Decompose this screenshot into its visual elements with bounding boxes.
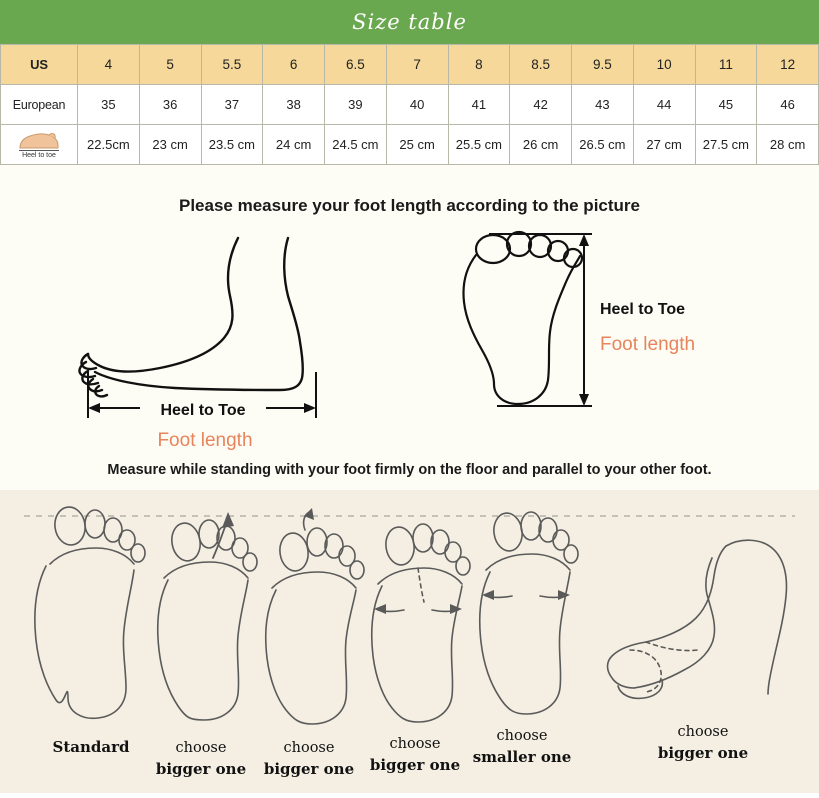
- caption-0-line1: Standard: [52, 738, 130, 756]
- cell-us-9: 10: [633, 45, 695, 85]
- table-row-us: [1, 45, 819, 85]
- cell-cm-2: 23.5 cm: [201, 125, 263, 165]
- size-table-title: Size table: [0, 0, 819, 44]
- cell-us-2: 5.5: [201, 45, 263, 85]
- cell-us-11: 12: [757, 45, 819, 85]
- caption-2-line1: choose: [283, 740, 335, 756]
- caption-3-line1: choose: [389, 736, 441, 752]
- foot-illustration-side-6: [608, 540, 787, 698]
- side-view-heel-to-toe-label: Heel to Toe: [160, 402, 246, 419]
- cell-cm-9: 27 cm: [633, 125, 695, 165]
- row-label-us: US: [1, 45, 78, 85]
- measure-note-text: Measure while standing with your foot firmly on the floor and parallel to your other foot.: [107, 462, 712, 478]
- cell-us-4: 6.5: [325, 45, 387, 85]
- top-view-foot-illustration: [464, 232, 583, 404]
- size-table-section: [0, 0, 819, 165]
- caption-4-line1: choose: [496, 728, 548, 744]
- cell-cm-1: 23 cm: [139, 125, 201, 165]
- cell-cm-4: 24.5 cm: [325, 125, 387, 165]
- cell-cm-5: 25 cm: [386, 125, 448, 165]
- cell-eu-8: 43: [572, 85, 634, 125]
- cell-cm-0: 22.5cm: [78, 125, 140, 165]
- heel-to-toe-foot-icon: [16, 130, 62, 152]
- row-label-foot-icon: [1, 125, 78, 165]
- foot-icon: [1, 125, 77, 164]
- table-row-length: [1, 125, 819, 165]
- row-label-european: European: [1, 85, 78, 125]
- cell-eu-3: 38: [263, 85, 325, 125]
- cell-us-3: 6: [263, 45, 325, 85]
- side-view-foot-illustration: [79, 238, 302, 396]
- cell-cm-10: 27.5 cm: [695, 125, 757, 165]
- foot-illustration-4: [372, 524, 470, 722]
- cell-eu-9: 44: [633, 85, 695, 125]
- caption-4-line2: smaller one: [472, 748, 572, 766]
- cell-eu-0: 35: [78, 85, 140, 125]
- caption-3-line2: bigger one: [369, 756, 461, 774]
- top-view-heel-to-toe-label: Heel to Toe: [600, 301, 686, 318]
- measure-instruction-heading: Please measure your foot length according to the picture: [179, 196, 640, 215]
- cell-us-10: 11: [695, 45, 757, 85]
- toe-shape-comparison-section: [0, 490, 819, 793]
- cell-cm-3: 24 cm: [263, 125, 325, 165]
- foot-illustration-3: [266, 508, 364, 724]
- cell-cm-7: 26 cm: [510, 125, 572, 165]
- cell-eu-1: 36: [139, 85, 201, 125]
- cell-us-7: 8.5: [510, 45, 572, 85]
- cell-us-8: 9.5: [572, 45, 634, 85]
- cell-eu-2: 37: [201, 85, 263, 125]
- cell-us-5: 7: [386, 45, 448, 85]
- table-row-european: [1, 85, 819, 125]
- cell-eu-5: 40: [386, 85, 448, 125]
- foot-illustration-2: [158, 512, 257, 720]
- cell-eu-6: 41: [448, 85, 510, 125]
- caption-5-line2: bigger one: [657, 744, 749, 762]
- cell-us-0: 4: [78, 45, 140, 85]
- cell-cm-8: 26.5 cm: [572, 125, 634, 165]
- side-view-foot-length-label: Foot length: [157, 430, 253, 451]
- cell-eu-4: 39: [325, 85, 387, 125]
- caption-1-line2: bigger one: [155, 760, 247, 778]
- cell-us-6: 8: [448, 45, 510, 85]
- caption-5-line1: choose: [677, 724, 729, 740]
- cell-eu-7: 42: [510, 85, 572, 125]
- cell-cm-11: 28 cm: [757, 125, 819, 165]
- cell-eu-11: 46: [757, 85, 819, 125]
- caption-1-line1: choose: [175, 740, 227, 756]
- foot-illustration-5: [480, 511, 578, 714]
- caption-2-line2: bigger one: [263, 760, 355, 778]
- top-view-foot-length-label: Foot length: [600, 334, 696, 355]
- foot-icon-caption: Heel to toe: [22, 152, 56, 159]
- size-table: [0, 44, 819, 165]
- cell-eu-10: 45: [695, 85, 757, 125]
- toe-shape-svg: [0, 490, 819, 793]
- cell-us-1: 5: [139, 45, 201, 85]
- foot-illustration-standard: [35, 505, 145, 718]
- measurement-diagrams: [0, 222, 819, 462]
- cell-cm-6: 25.5 cm: [448, 125, 510, 165]
- diagram-svg: [0, 222, 819, 462]
